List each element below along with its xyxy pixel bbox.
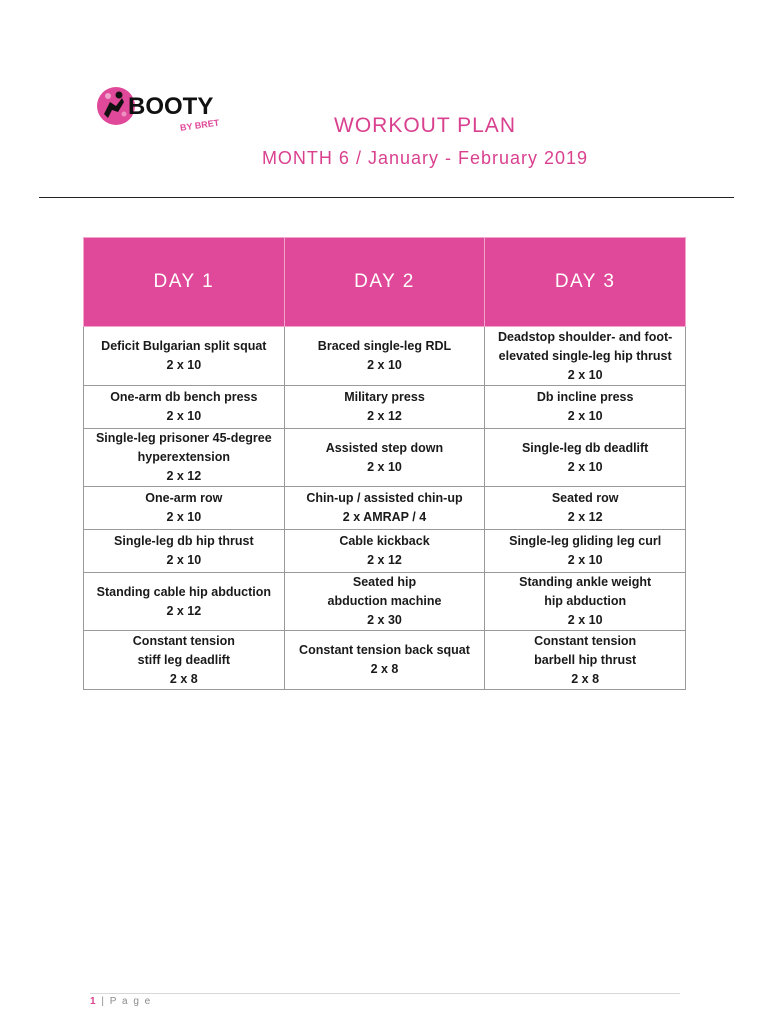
- header-divider: [39, 197, 734, 198]
- exercise-sets: 2 x 10: [166, 409, 202, 423]
- exercise-cell: [84, 631, 285, 690]
- exercise-sets: 2 x 12: [166, 469, 202, 483]
- exercise-name: Deficit Bulgarian split squat: [101, 339, 267, 353]
- exercise-cell: [284, 386, 485, 429]
- exercise-sets: 2 x 12: [567, 510, 603, 524]
- exercise-cell: [284, 429, 485, 487]
- exercise-name: One-arm row: [145, 491, 223, 505]
- exercise-name: One-arm db bench press: [110, 390, 258, 404]
- exercise-name: Constant tension stiff leg deadlift: [132, 633, 235, 667]
- page-number: 1: [90, 996, 98, 1007]
- exercise-sets: 2 x 8: [571, 671, 600, 686]
- table-row: [84, 429, 686, 487]
- exercise-name: Military press: [344, 390, 425, 404]
- exercise-sets: 2 x 10: [367, 358, 402, 372]
- exercise-name: Assisted step down: [325, 440, 444, 455]
- exercise-name: Single-leg db deadlift: [521, 440, 649, 455]
- day-3-header: DAY 3: [485, 238, 686, 327]
- exercise-cell: [485, 386, 686, 429]
- exercise-name: Standing cable hip abduction: [96, 584, 271, 599]
- exercise-sets: 2 x 10: [567, 367, 603, 382]
- exercise-sets: 2 x 12: [166, 603, 202, 618]
- table-row: [84, 386, 686, 429]
- exercise-cell: [485, 429, 686, 487]
- page-subtitle: MONTH 6 / January - February 2019: [261, 148, 589, 168]
- footer-divider: [90, 993, 680, 994]
- exercise-sets: 2 x 8: [370, 662, 399, 676]
- booty-logo: [94, 84, 234, 134]
- exercise-sets: 2 x 10: [166, 358, 202, 372]
- table-row: [84, 530, 686, 573]
- exercise-name: Deadstop shoulder- and foot- elevated single-leg hip thrust: [498, 329, 673, 363]
- workout-table: [83, 237, 686, 690]
- exercise-sets: 2 x 12: [367, 409, 402, 423]
- logo-byline: BY BRET: [179, 117, 220, 133]
- exercise-name: Single-leg gliding leg curl: [509, 534, 662, 548]
- exercise-cell: [284, 573, 485, 631]
- exercise-sets: 2 x 8: [169, 671, 198, 686]
- exercise-name: Standing ankle weight hip abduction: [519, 575, 652, 608]
- exercise-sets: 2 x 12: [367, 553, 402, 567]
- exercise-cell: [84, 386, 285, 429]
- exercise-name: Chin-up / assisted chin-up: [306, 491, 463, 505]
- exercise-cell: [84, 429, 285, 487]
- exercise-cell: [84, 487, 285, 530]
- workout-table-body: [84, 327, 686, 690]
- table-row: [84, 487, 686, 530]
- exercise-name: Braced single-leg RDL: [317, 339, 452, 353]
- exercise-cell: [84, 530, 285, 573]
- page-title: WORKOUT PLAN: [334, 114, 516, 137]
- day-2-header: DAY 2: [284, 238, 485, 327]
- exercise-cell: [284, 530, 485, 573]
- exercise-sets: 2 x 10: [567, 409, 603, 423]
- exercise-sets: 2 x AMRAP / 4: [342, 510, 427, 524]
- exercise-cell: [84, 327, 285, 386]
- exercise-cell: [284, 631, 485, 690]
- exercise-name: Seated row: [551, 491, 619, 505]
- exercise-sets: 2 x 10: [567, 553, 603, 567]
- exercise-sets: 2 x 10: [567, 459, 603, 474]
- page-label: | P a g e: [101, 996, 152, 1007]
- table-row: [84, 327, 686, 386]
- exercise-sets: 2 x 10: [567, 613, 603, 627]
- exercise-cell: [485, 573, 686, 631]
- exercise-sets: 2 x 10: [367, 459, 402, 474]
- exercise-name: Single-leg db hip thrust: [114, 534, 254, 548]
- exercise-name: Db incline press: [536, 390, 634, 404]
- exercise-name: Constant tension back squat: [299, 643, 470, 657]
- exercise-cell: [485, 631, 686, 690]
- exercise-cell: [485, 487, 686, 530]
- page-footer: [90, 996, 152, 1007]
- exercise-cell: [284, 327, 485, 386]
- exercise-sets: 2 x 10: [166, 510, 202, 524]
- exercise-cell: [84, 573, 285, 631]
- table-header-row: [84, 238, 686, 327]
- table-row: [84, 631, 686, 690]
- exercise-cell: [485, 327, 686, 386]
- exercise-name: Constant tension barbell hip thrust: [534, 633, 637, 667]
- exercise-name: Seated hip abduction machine: [327, 575, 442, 608]
- logo-wordmark: BOOTY: [128, 93, 214, 120]
- exercise-cell: [485, 530, 686, 573]
- day-1-header: DAY 1: [84, 238, 285, 327]
- exercise-cell: [284, 487, 485, 530]
- exercise-sets: 2 x 10: [166, 553, 202, 567]
- table-row: [84, 573, 686, 631]
- exercise-name: Cable kickback: [339, 534, 430, 548]
- exercise-sets: 2 x 30: [367, 613, 402, 627]
- exercise-name: Single-leg prisoner 45-degree hyperextension: [95, 431, 272, 464]
